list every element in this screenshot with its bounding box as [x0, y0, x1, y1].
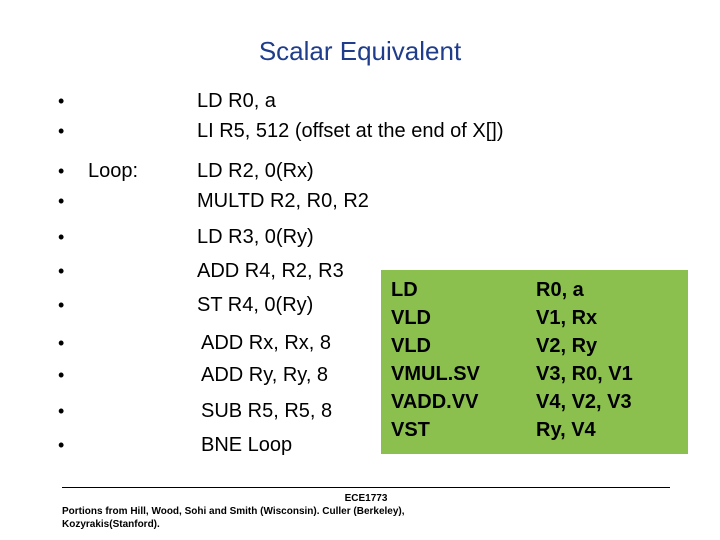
- scalar-instruction: MULTD R2, R0, R2: [197, 190, 369, 212]
- vector-opcode: VLD: [391, 335, 431, 357]
- vector-operands: V2, Ry: [536, 335, 598, 357]
- bullet-marker: •: [58, 91, 65, 111]
- code-line: [0, 86, 720, 116]
- bullet-marker: •: [58, 191, 65, 211]
- footer: [62, 492, 670, 531]
- bullet-marker: •: [58, 333, 65, 353]
- vector-instruction: [381, 388, 688, 416]
- code-line: [0, 116, 720, 146]
- vector-instruction: [381, 304, 688, 332]
- code-line: [0, 186, 720, 216]
- loop-label: Loop:: [88, 160, 139, 182]
- footer-course: ECE1773: [344, 493, 388, 504]
- vector-instruction: [381, 360, 688, 388]
- vector-code-box: [381, 270, 688, 454]
- scalar-instruction: LD R0, a: [197, 90, 276, 112]
- bullet-marker: •: [58, 401, 65, 421]
- bullet-marker: •: [58, 261, 65, 281]
- scalar-instruction: ADD Rx, Rx, 8: [201, 332, 332, 354]
- code-line: [0, 222, 720, 252]
- bullet-marker: •: [58, 365, 65, 385]
- vector-operands: V3, R0, V1: [536, 363, 633, 385]
- code-line: [0, 156, 720, 186]
- vector-opcode: VLD: [391, 307, 431, 329]
- scalar-instruction: LI R5, 512 (offset at the end of X[]): [197, 120, 504, 142]
- scalar-instruction: ST R4, 0(Ry): [197, 294, 314, 316]
- vector-operands: V4, V2, V3: [536, 391, 632, 413]
- slide-title: Scalar Equivalent: [258, 36, 462, 66]
- scalar-instruction: SUB R5, R5, 8: [201, 400, 333, 422]
- footer-credit-line-1: Portions from Hill, Wood, Sohi and Smith (Wisconsin). Culler (Berkeley),: [62, 506, 405, 517]
- vector-operands: R0, a: [536, 279, 584, 301]
- bullet-marker: •: [58, 227, 65, 247]
- vector-operands: Ry, V4: [536, 419, 596, 441]
- scalar-instruction: ADD R4, R2, R3: [197, 260, 344, 282]
- vector-instruction: [381, 416, 688, 444]
- bullet-marker: •: [58, 295, 65, 315]
- bullet-marker: •: [58, 161, 65, 181]
- vector-operands: V1, Rx: [536, 307, 598, 329]
- bullet-marker: •: [58, 435, 65, 455]
- vector-instruction: [381, 276, 688, 304]
- scalar-instruction: LD R2, 0(Rx): [197, 160, 314, 182]
- footer-divider: [62, 487, 670, 488]
- vector-opcode: VST: [391, 419, 430, 441]
- vector-instruction: [381, 332, 688, 360]
- scalar-instruction: BNE Loop: [201, 434, 293, 456]
- scalar-instruction: LD R3, 0(Ry): [197, 226, 314, 248]
- bullet-marker: •: [58, 121, 65, 141]
- scalar-instruction: ADD Ry, Ry, 8: [201, 364, 329, 386]
- footer-credit-line-2: Kozyrakis(Stanford).: [62, 519, 160, 530]
- vector-opcode: VADD.VV: [391, 391, 479, 413]
- vector-opcode: VMUL.SV: [391, 363, 480, 385]
- vector-opcode: LD: [391, 279, 418, 301]
